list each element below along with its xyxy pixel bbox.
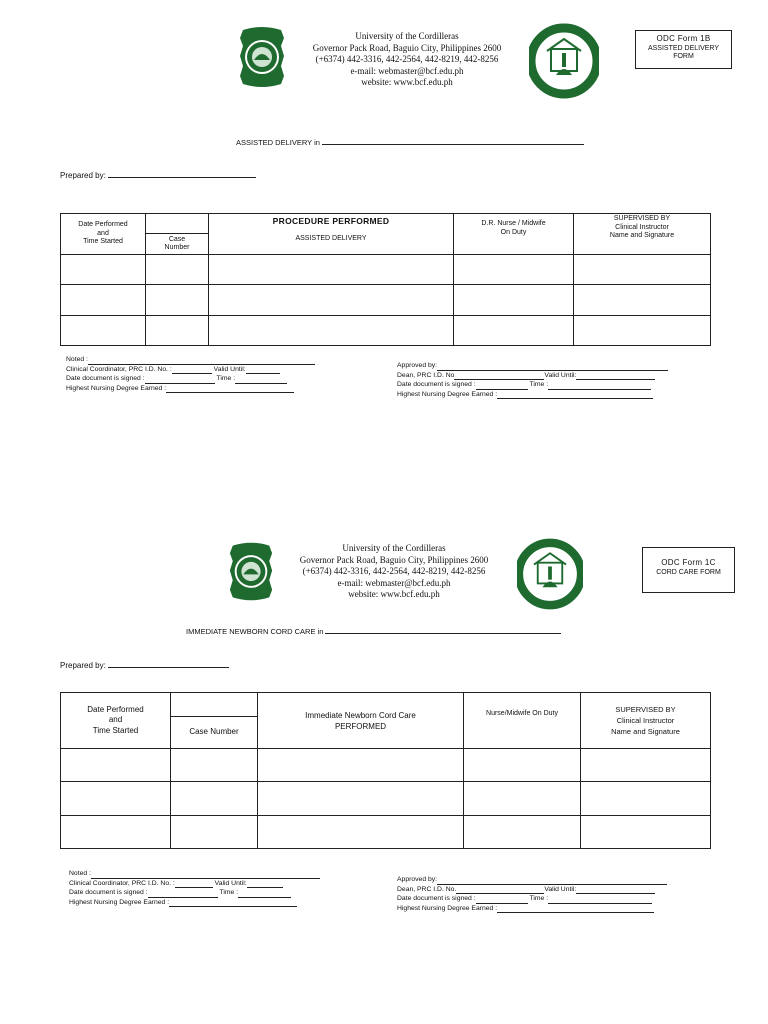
prepared-by [60,661,229,670]
col-nurse-header: D.R. Nurse / Midwife On Duty [454,214,574,255]
date-signed-line[interactable] [476,382,528,390]
college-of-nursing-seal-icon [529,23,599,99]
coordinator-id-line[interactable] [175,880,213,888]
table-row [61,816,711,849]
university-phone: (+6374) 442-3316, 442-2564, 442-8219, 442-8256 [315,54,499,64]
table-row [61,316,711,346]
form-name-line1: ASSISTED DELIVERY [647,44,720,52]
prepared-blank-line[interactable] [108,176,256,178]
approved-line[interactable] [437,363,668,371]
valid-until-line[interactable] [247,880,283,888]
college-of-nursing-seal-icon [517,536,583,612]
approved-line[interactable] [437,877,667,885]
time-line[interactable] [238,890,291,898]
prepared-label: Prepared by: [60,171,106,180]
university-header [279,543,509,601]
signoff-left: Noted : Clinical Coordinator, PRC I.D. No. : Valid Until: Date document is signed : Time : Highest Nursing Degree Earned : [69,869,320,907]
col-case-header: Case Number [171,717,258,749]
signoff-right: Approved by: Dean, PRC I.D. No Valid Until: Date document is signed : Time : Highest Nursing Degree Earned : [397,361,668,399]
form-id-box [642,547,735,593]
title-blank-line[interactable] [322,143,584,145]
col-case-top [171,693,258,717]
table-row [61,255,711,285]
degree-line[interactable] [497,391,653,399]
university-website: website: www.bcf.edu.ph [348,589,440,599]
col-supervised-header: SUPERVISED BY Clinical Instructor Name and Signature [574,214,711,255]
title-label: ASSISTED DELIVERY in [236,138,320,147]
university-seal-icon [237,26,287,88]
col-case-top [146,214,209,234]
title-label: IMMEDIATE NEWBORN CORD CARE in [186,627,324,636]
university-address: Governor Pack Road, Baguio City, Philippines 2600 [299,554,489,565]
dean-valid-line[interactable] [576,372,655,380]
assisted-delivery-title [236,138,584,147]
dean-id-line[interactable] [454,372,544,380]
col-case-header: Case Number [146,234,209,255]
degree-line[interactable] [497,905,654,913]
dean-valid-line[interactable] [576,886,655,894]
prepared-label: Prepared by: [60,661,106,670]
col-supervised-header: SUPERVISED BY Clinical Instructor Name and Signature [581,693,711,749]
degree-line[interactable] [166,385,294,393]
table-row [61,782,711,816]
form-name-line2: FORM [673,53,694,60]
dean-id-line[interactable] [456,886,544,894]
prepared-by [60,171,256,180]
col-procedure-header: PROCEDURE PERFORMED ASSISTED DELIVERY [209,214,454,255]
signoff-right: Approved by: Dean, PRC I.D. No. Valid Until: Date document is signed : Time : Highest Nursing Degree Earned : [397,875,667,913]
time-line[interactable] [235,376,287,384]
col-nurse-header: Nurse/Midwife On Duty [464,693,581,749]
time-line[interactable] [548,896,652,904]
date-signed-line[interactable] [145,376,215,384]
signoff-left: Noted : Clinical Coordinator, PRC I.D. No. : Valid Until: Date document is signed : Time : Highest Nursing Degree Earned : [66,355,315,393]
col-date-header: Date Performed and Time Started [61,214,146,255]
university-name: University of the Cordilleras [342,543,446,553]
form-id-box [635,30,732,69]
valid-until-line[interactable] [246,366,280,374]
procedure-table [60,213,711,346]
university-address: Governor Pack Road, Baguio City, Philippines 2600 [312,42,502,53]
university-name: University of the Cordilleras [355,31,459,41]
noted-line[interactable] [91,871,320,879]
degree-line[interactable] [169,899,297,907]
cord-care-title [186,627,561,636]
university-email: e-mail: webmaster@bcf.edu.ph [350,65,464,76]
date-signed-line[interactable] [148,890,218,898]
coordinator-id-line[interactable] [172,366,212,374]
time-line[interactable] [548,382,651,390]
title-blank-line[interactable] [325,632,561,634]
university-seal-icon [227,540,275,603]
form-id: ODC Form 1B [656,34,711,43]
prepared-blank-line[interactable] [108,666,229,668]
university-email: e-mail: webmaster@bcf.edu.ph [337,577,451,588]
noted-line[interactable] [88,357,315,365]
university-phone: (+6374) 442-3316, 442-2564, 442-8219, 442-8256 [302,566,486,576]
col-procedure-header: Immediate Newborn Cord Care PERFORMED [258,693,464,749]
university-website: website: www.bcf.edu.ph [361,77,453,87]
table-row [61,749,711,782]
form-name: CORD CARE FORM [656,568,721,576]
date-signed-line[interactable] [476,896,528,904]
form-id: ODC Form 1C [661,558,716,567]
table-row [61,285,711,316]
cord-care-table [60,692,711,849]
university-header [292,31,522,89]
col-date-header: Date Performed and Time Started [61,693,171,749]
